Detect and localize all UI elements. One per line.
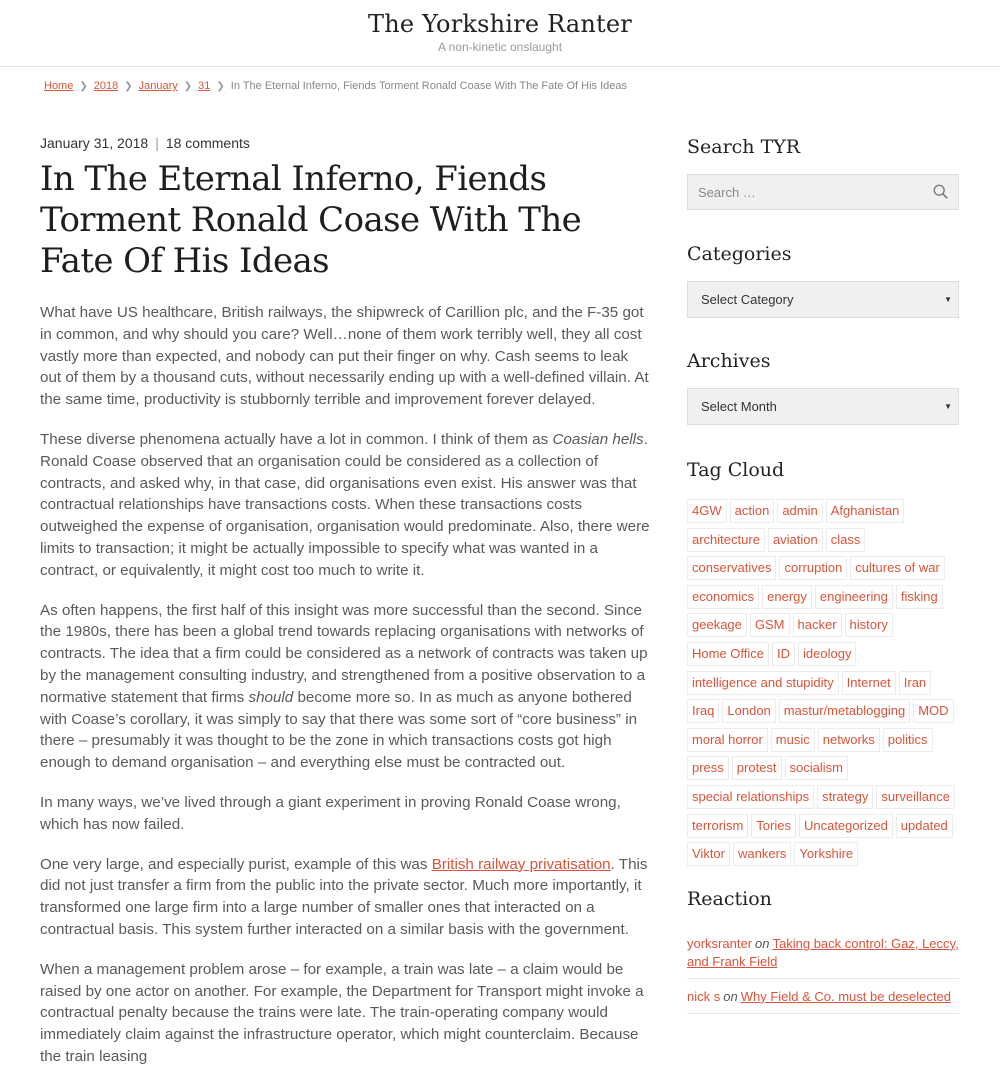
tag-link[interactable]: intelligence and stupidity <box>687 671 839 695</box>
triangle-down-icon: ▼ <box>944 402 952 411</box>
reaction-author[interactable]: yorksranter <box>687 935 753 951</box>
tag-link[interactable]: MOD <box>913 699 953 723</box>
tag-link[interactable]: socialism <box>785 756 848 780</box>
reaction-post-link[interactable]: Taking back control: Gaz, Leccy, and Frank Field <box>687 935 959 969</box>
tag-link[interactable]: class <box>826 528 866 552</box>
reaction-widget-title: Reaction <box>687 887 772 910</box>
emphasis: Coasian hells <box>552 430 644 448</box>
paragraph: As often happens, the first half of this insight was more successful than the second. Since the 1980s, there has been a global trend towards replacing organisations with networks of contracts. The idea that a firm could be considered as a network of contracts was taken up by the management consulting industry, and strengthened from a positive observation to a normative statement that firms should become more so. In as much as anyone bothered with Coase’s corollary, it was simply to say that there was some sort of “core business” in there – presumably it was thought to be the zone in which transactions costs got high enough to demand organisation – and everything else must be contracted out. <box>40 601 648 772</box>
chevron-right-icon: ❯ <box>216 81 225 92</box>
tag-link[interactable]: London <box>722 699 775 723</box>
tag-link[interactable]: protest <box>732 756 782 780</box>
reaction-on: on <box>723 988 738 1004</box>
categories-widget-title: Categories <box>687 243 792 265</box>
tag-link[interactable]: surveillance <box>876 785 955 809</box>
site-header <box>0 0 1000 67</box>
tag-link[interactable]: Uncategorized <box>799 814 893 838</box>
category-select-value: Select Category <box>701 292 794 307</box>
comments-link[interactable]: 18 comments <box>165 135 250 151</box>
tag-link[interactable]: admin <box>777 499 822 523</box>
tag-link[interactable]: networks <box>818 728 880 752</box>
tag-link[interactable]: Home Office <box>687 642 769 666</box>
tag-link[interactable]: moral horror <box>687 728 768 752</box>
search-input[interactable] <box>688 175 924 209</box>
tag-link[interactable]: energy <box>762 585 812 609</box>
railway-privatisation-link[interactable]: British railway privatisation <box>431 855 611 873</box>
category-select[interactable] <box>687 281 959 318</box>
tag-link[interactable]: Iraq <box>687 699 719 723</box>
tag-link[interactable]: Tories <box>751 814 796 838</box>
archives-widget-title: Archives <box>687 350 771 372</box>
breadcrumb <box>44 80 627 92</box>
tag-link[interactable]: engineering <box>815 585 893 609</box>
breadcrumb-home[interactable]: Home <box>44 80 74 92</box>
tag-cloud <box>687 499 959 871</box>
post-meta <box>40 133 652 155</box>
tag-link[interactable]: Viktor <box>687 842 730 866</box>
reaction-author[interactable]: nick s <box>687 988 721 1004</box>
site-title[interactable]: The Yorkshire Ranter <box>368 10 632 38</box>
archive-select[interactable] <box>687 388 959 425</box>
emphasis: should <box>248 688 294 706</box>
tag-link[interactable]: ID <box>772 642 795 666</box>
reaction-list <box>687 935 959 1014</box>
paragraph: In many ways, we’ve lived through a giant experiment in proving Ronald Coase wrong, which has now failed. <box>40 793 621 833</box>
tag-link[interactable]: aviation <box>768 528 823 552</box>
tag-link[interactable]: fisking <box>896 585 943 609</box>
reaction-item <box>687 935 959 979</box>
tag-link[interactable]: Iran <box>899 671 931 695</box>
search-icon[interactable] <box>932 183 950 201</box>
tag-link[interactable]: corruption <box>779 556 847 580</box>
meta-separator: | <box>155 135 159 151</box>
post-date[interactable]: January 31, 2018 <box>40 135 149 151</box>
tag-link[interactable]: updated <box>896 814 953 838</box>
tag-link[interactable]: strategy <box>817 785 873 809</box>
main-content <box>40 133 652 1086</box>
breadcrumb-current: In The Eternal Inferno, Fiends Torment Ronald Coase With The Fate Of His Ideas <box>230 80 627 92</box>
tag-link[interactable]: hacker <box>793 613 842 637</box>
tag-link[interactable]: cultures of war <box>850 556 945 580</box>
tag-link[interactable]: 4GW <box>687 499 727 523</box>
archive-select-value: Select Month <box>701 399 777 414</box>
chevron-right-icon: ❯ <box>183 81 193 92</box>
tag-link[interactable]: geekage <box>687 613 747 637</box>
tag-link[interactable]: music <box>771 728 815 752</box>
triangle-down-icon: ▼ <box>944 295 952 304</box>
tag-link[interactable]: mastur/metablogging <box>779 699 910 723</box>
sidebar <box>687 133 959 1023</box>
search-widget-title: Search TYR <box>687 136 801 158</box>
reaction-item <box>687 988 959 1014</box>
tag-link[interactable]: Internet <box>842 671 896 695</box>
tag-link[interactable]: history <box>845 613 893 637</box>
tag-link[interactable]: ideology <box>798 642 856 666</box>
tag-link[interactable]: special relationships <box>687 785 814 809</box>
tag-link[interactable]: politics <box>883 728 933 752</box>
tag-link[interactable]: press <box>687 756 729 780</box>
reaction-post-link[interactable]: Why Field & Co. must be deselected <box>740 988 951 1004</box>
site-description: A non-kinetic onslaught <box>437 40 563 54</box>
paragraph: These diverse phenomena actually have a lot in common. I think of them as Coasian hells. Ronald Coase observed that an organisation could be considered as a collection of contracts, and asked why, in that case, did organisations even exist. His answer was that contractual relationships have transactions costs. When these transactions costs outweighed the expense of organisation, organisation would predominate. Also, there were limits to transaction; it might be actually impossible to specify what was wanted in a contract, or equivalently, it might cost too much to write it. <box>40 430 650 579</box>
tag-link[interactable]: wankers <box>733 842 791 866</box>
chevron-right-icon: ❯ <box>124 81 133 92</box>
tag-link[interactable]: Afghanistan <box>826 499 905 523</box>
chevron-right-icon: ❯ <box>79 81 88 92</box>
tag-link[interactable]: economics <box>687 585 759 609</box>
breadcrumb-month[interactable]: January <box>138 80 178 92</box>
tag-link[interactable]: action <box>730 499 775 523</box>
breadcrumb-year[interactable]: 2018 <box>93 80 119 92</box>
tag-link[interactable]: conservatives <box>687 556 776 580</box>
tag-link[interactable]: GSM <box>750 613 790 637</box>
tagcloud-widget-title: Tag Cloud <box>687 459 785 481</box>
paragraph: When a management problem arose – for example, a train was late – a claim would be raised by one actor on another. For example, the Department for Transport might invoke a contractual penalty because the trains were late. The train-operating company would immediately claim against the infrastructure operator, which might counterclaim. Because the train leasing <box>40 960 644 1065</box>
tag-link[interactable]: Yorkshire <box>794 842 858 866</box>
tag-link[interactable]: terrorism <box>687 814 748 838</box>
breadcrumb-day[interactable]: 31 <box>198 80 211 92</box>
search-form <box>687 174 959 210</box>
post-body <box>40 302 652 1068</box>
paragraph: What have US healthcare, British railways, the shipwreck of Carillion plc, and the F-35 got in common, and why should you care? Well…none of them work terribly well, they all cost vastly more than expected, and nobody can put their finger on why. Cash seems to leak out of them by a thousand cuts, without necessarily ending up with a well-defined villain. At the same time, productivity is stubbornly terrible and improvement forever delayed. <box>40 304 649 409</box>
tag-link[interactable]: architecture <box>687 528 765 552</box>
post-title: In The Eternal Inferno, Fiends Torment Ronald Coase With The Fate Of His Ideas <box>40 159 582 281</box>
paragraph: One very large, and especially purist, example of this was British railway privatisation. This did not just transfer a firm from the public into the private sector. Much more importantly, it transformed one large firm into a large number of smaller ones that interacted on a contractual basis. This system further interacted on a similar basis with the government. <box>40 855 648 938</box>
reaction-on: on <box>755 935 770 951</box>
